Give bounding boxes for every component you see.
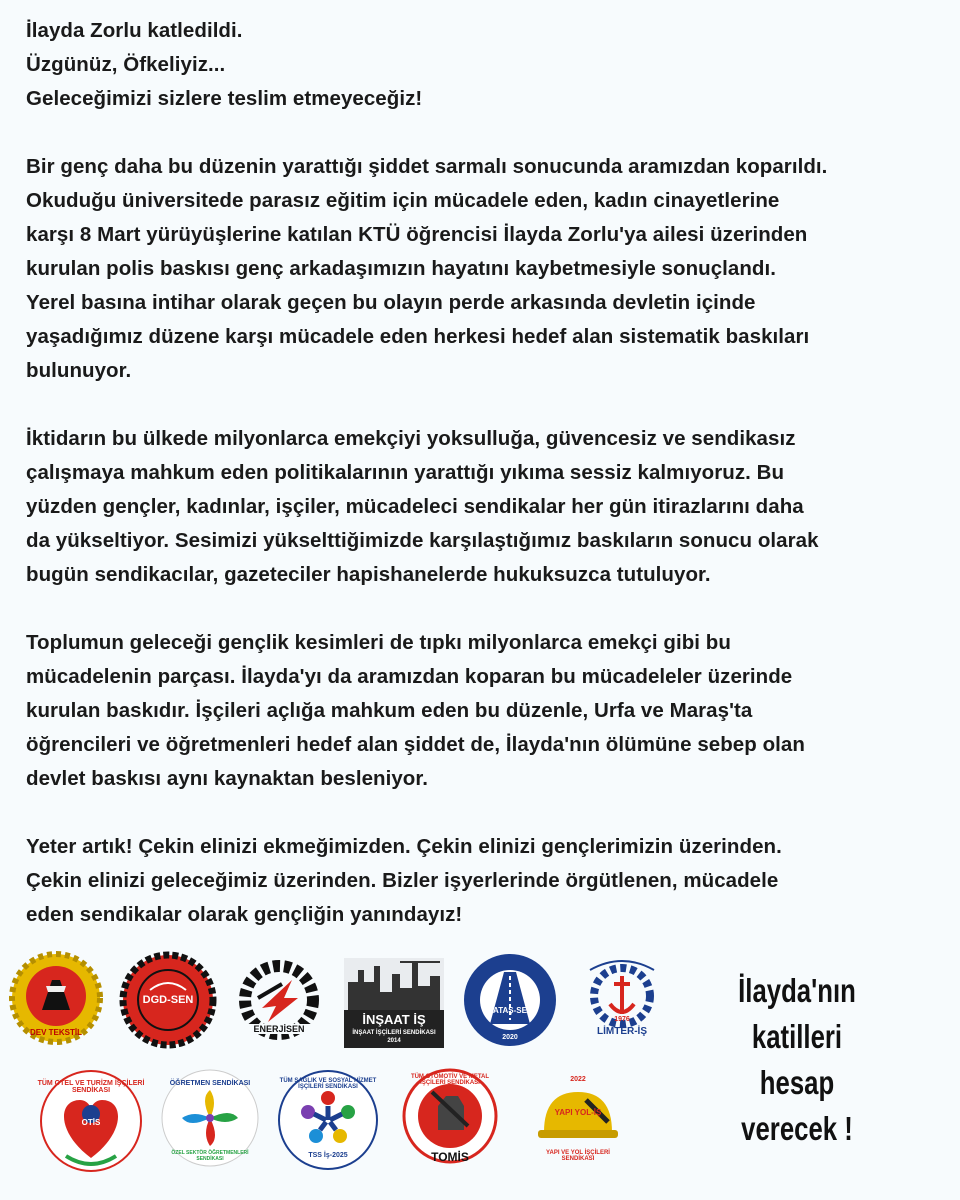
paragraph-line: yaşadığımız düzene karşı mücadele eden herkesi hedef alan sistematik baskıları bbox=[26, 325, 810, 348]
ogretmen-sendikasi-logo bbox=[160, 1068, 260, 1168]
paragraph-3 bbox=[26, 626, 936, 796]
dev-tekstil-label: DEV TEKSTİL bbox=[29, 1028, 82, 1037]
insaat-is-skyline-icon bbox=[340, 952, 448, 1052]
otis-label: OTİS bbox=[81, 1118, 101, 1127]
paragraph-line: kurulan polis baskısı genç arkadaşımızın hayatını kaybetmesiyle sonuçlandı. bbox=[26, 257, 776, 280]
katas-sen-label: KATAŞ-SEN bbox=[487, 1006, 533, 1015]
slogan bbox=[731, 968, 864, 1152]
limter-is-label: LİMTER-İŞ bbox=[597, 1026, 647, 1037]
yapi-yol-is-label: YAPI YOL-İŞ bbox=[554, 1108, 602, 1117]
yapi-yol-is-year-label: 2022 bbox=[570, 1076, 586, 1083]
paragraph-line: bugün sendikacılar, gazeteciler hapishanelerde hukuksuzca tutuluyor. bbox=[26, 563, 711, 586]
yapi-yol-is-logo bbox=[530, 1072, 626, 1172]
paragraph-line: Toplumun geleceği gençlik kesimleri de tıpkı milyonlarca emekçi gibi bu bbox=[26, 631, 731, 654]
otis-logo bbox=[36, 1066, 146, 1176]
katas-sen-logo bbox=[460, 950, 560, 1050]
paragraph-line: eden sendikalar olarak gençliğin yanındayız! bbox=[26, 903, 463, 926]
slogan-line-3: hesap bbox=[759, 1064, 835, 1101]
paragraph-line: da yükseltiyor. Sesimizi yükselttiğimizde karşılaştığımız baskıların sonucu olarak bbox=[26, 529, 819, 552]
limter-is-logo bbox=[572, 950, 672, 1050]
heading-line-2: Üzgünüz, Öfkeliyiz... bbox=[26, 53, 226, 76]
dgd-sen-label: DGD-SEN bbox=[142, 994, 194, 1006]
paragraph-4 bbox=[26, 830, 936, 932]
enerji-sen-logo bbox=[232, 958, 326, 1048]
katas-sen-year-label: 2020 bbox=[502, 1034, 518, 1041]
paragraph-line: devlet baskısı aynı kaynaktan besleniyor. bbox=[26, 767, 428, 790]
paragraph-1 bbox=[26, 150, 936, 388]
heading-line-3: Geleceğimizi sizlere teslim etmeyeceğiz! bbox=[26, 87, 423, 110]
insaat-is-logo bbox=[340, 952, 448, 1052]
insaat-is-year-label: 2014 bbox=[387, 1038, 401, 1044]
slogan-line-4: verecek ! bbox=[741, 1110, 853, 1147]
paragraph-line: Yerel basına intihar olarak geçen bu olayın perde arkasında devletin içinde bbox=[26, 291, 756, 314]
enerji-sen-gear-icon bbox=[232, 958, 326, 1048]
paragraph-line: mücadelenin parçası. İlayda'yı da aramızdan koparan bu mücadeleler üzerinde bbox=[26, 665, 793, 688]
tomis-label: TOMİS bbox=[431, 1150, 469, 1164]
paragraph-line: karşı 8 Mart yürüyüşlerine katılan KTÜ öğrencisi İlayda Zorlu'ya ailesi üzerinden bbox=[26, 223, 808, 246]
tss-is-label: TSS İş-2025 bbox=[308, 1152, 348, 1159]
otis-ring-label: TÜM OTEL VE TURİZM İŞÇİLERİ SENDİKASI bbox=[37, 1080, 145, 1094]
yapi-yol-is-ring-label: YAPI VE YOL İŞÇİLERİ SENDİKASI bbox=[546, 1150, 610, 1162]
dev-tekstil-logo bbox=[6, 950, 106, 1050]
insaat-is-sub-label: İNŞAAT İŞÇİLERİ SENDİKASI bbox=[352, 1030, 436, 1036]
statement-text bbox=[26, 14, 936, 932]
paragraph-line: Yeter artık! Çekin elinizi ekmeğimizden. Çekin elinizi gençlerimizin üzerinden. bbox=[26, 835, 782, 858]
limter-is-year-label: 1976 bbox=[614, 1016, 630, 1023]
paragraph-line: Okuduğu üniversitede parasız eğitim için mücadele eden, kadın cinayetlerine bbox=[26, 189, 780, 212]
enerji-sen-label: ENERJİSEN bbox=[232, 1024, 326, 1034]
paragraph-line: İktidarın bu ülkede milyonlarca emekçiyi yoksulluğa, güvencesiz ve sendikasız bbox=[26, 427, 796, 450]
tomis-ring-label: TÜM OTOMOTİV VE METAL İŞÇİLERİ SENDİKASI bbox=[410, 1074, 490, 1086]
tomis-logo bbox=[398, 1066, 502, 1172]
paragraph-line: Çekin elinizi geleceğimiz üzerinden. Bizler işyerlerinde örgütlenen, mücadele bbox=[26, 869, 779, 892]
heading-line-1: İlayda Zorlu katledildi. bbox=[26, 19, 243, 42]
slogan-line-1: İlayda'nın bbox=[738, 972, 856, 1009]
paragraph-line: Bir genç daha bu düzenin yarattığı şiddet sarmalı sonucunda aramızdan koparıldı. bbox=[26, 155, 828, 178]
tss-is-ring-label: TÜM SAĞLIK VE SOSYAL HİZMET İŞÇİLERİ SENDİKASI bbox=[279, 1078, 377, 1090]
ogretmen-label: ÖĞRETMEN SENDİKASI bbox=[169, 1080, 251, 1087]
slogan-line-2: katilleri bbox=[751, 1018, 843, 1055]
tss-is-logo bbox=[276, 1068, 380, 1172]
paragraph-line: çalışmaya mahkum eden politikalarının yarattığı yıkıma sessiz kalmıyoruz. Bu bbox=[26, 461, 785, 484]
paragraph-line: yüzden gençler, kadınlar, işçiler, mücadeleci sendikalar her gün itirazlarını daha bbox=[26, 495, 804, 518]
paragraph-line: öğrencileri ve öğretmenleri hedef alan şiddet de, İlayda'nın ölümüne sebep olan bbox=[26, 733, 805, 756]
dgd-sen-logo bbox=[118, 950, 218, 1050]
ogretmen-sub-label: ÖZEL SEKTÖR ÖĞRETMENLERİ SENDİKASI bbox=[171, 1150, 249, 1162]
paragraph-line: kurulan baskıdır. İşçileri açlığa mahkum eden bu düzenle, Urfa ve Maraş'ta bbox=[26, 699, 753, 722]
paragraph-line: bulunuyor. bbox=[26, 359, 132, 382]
paragraph-2 bbox=[26, 422, 936, 592]
insaat-is-label: İNŞAAT İŞ bbox=[362, 1012, 426, 1027]
